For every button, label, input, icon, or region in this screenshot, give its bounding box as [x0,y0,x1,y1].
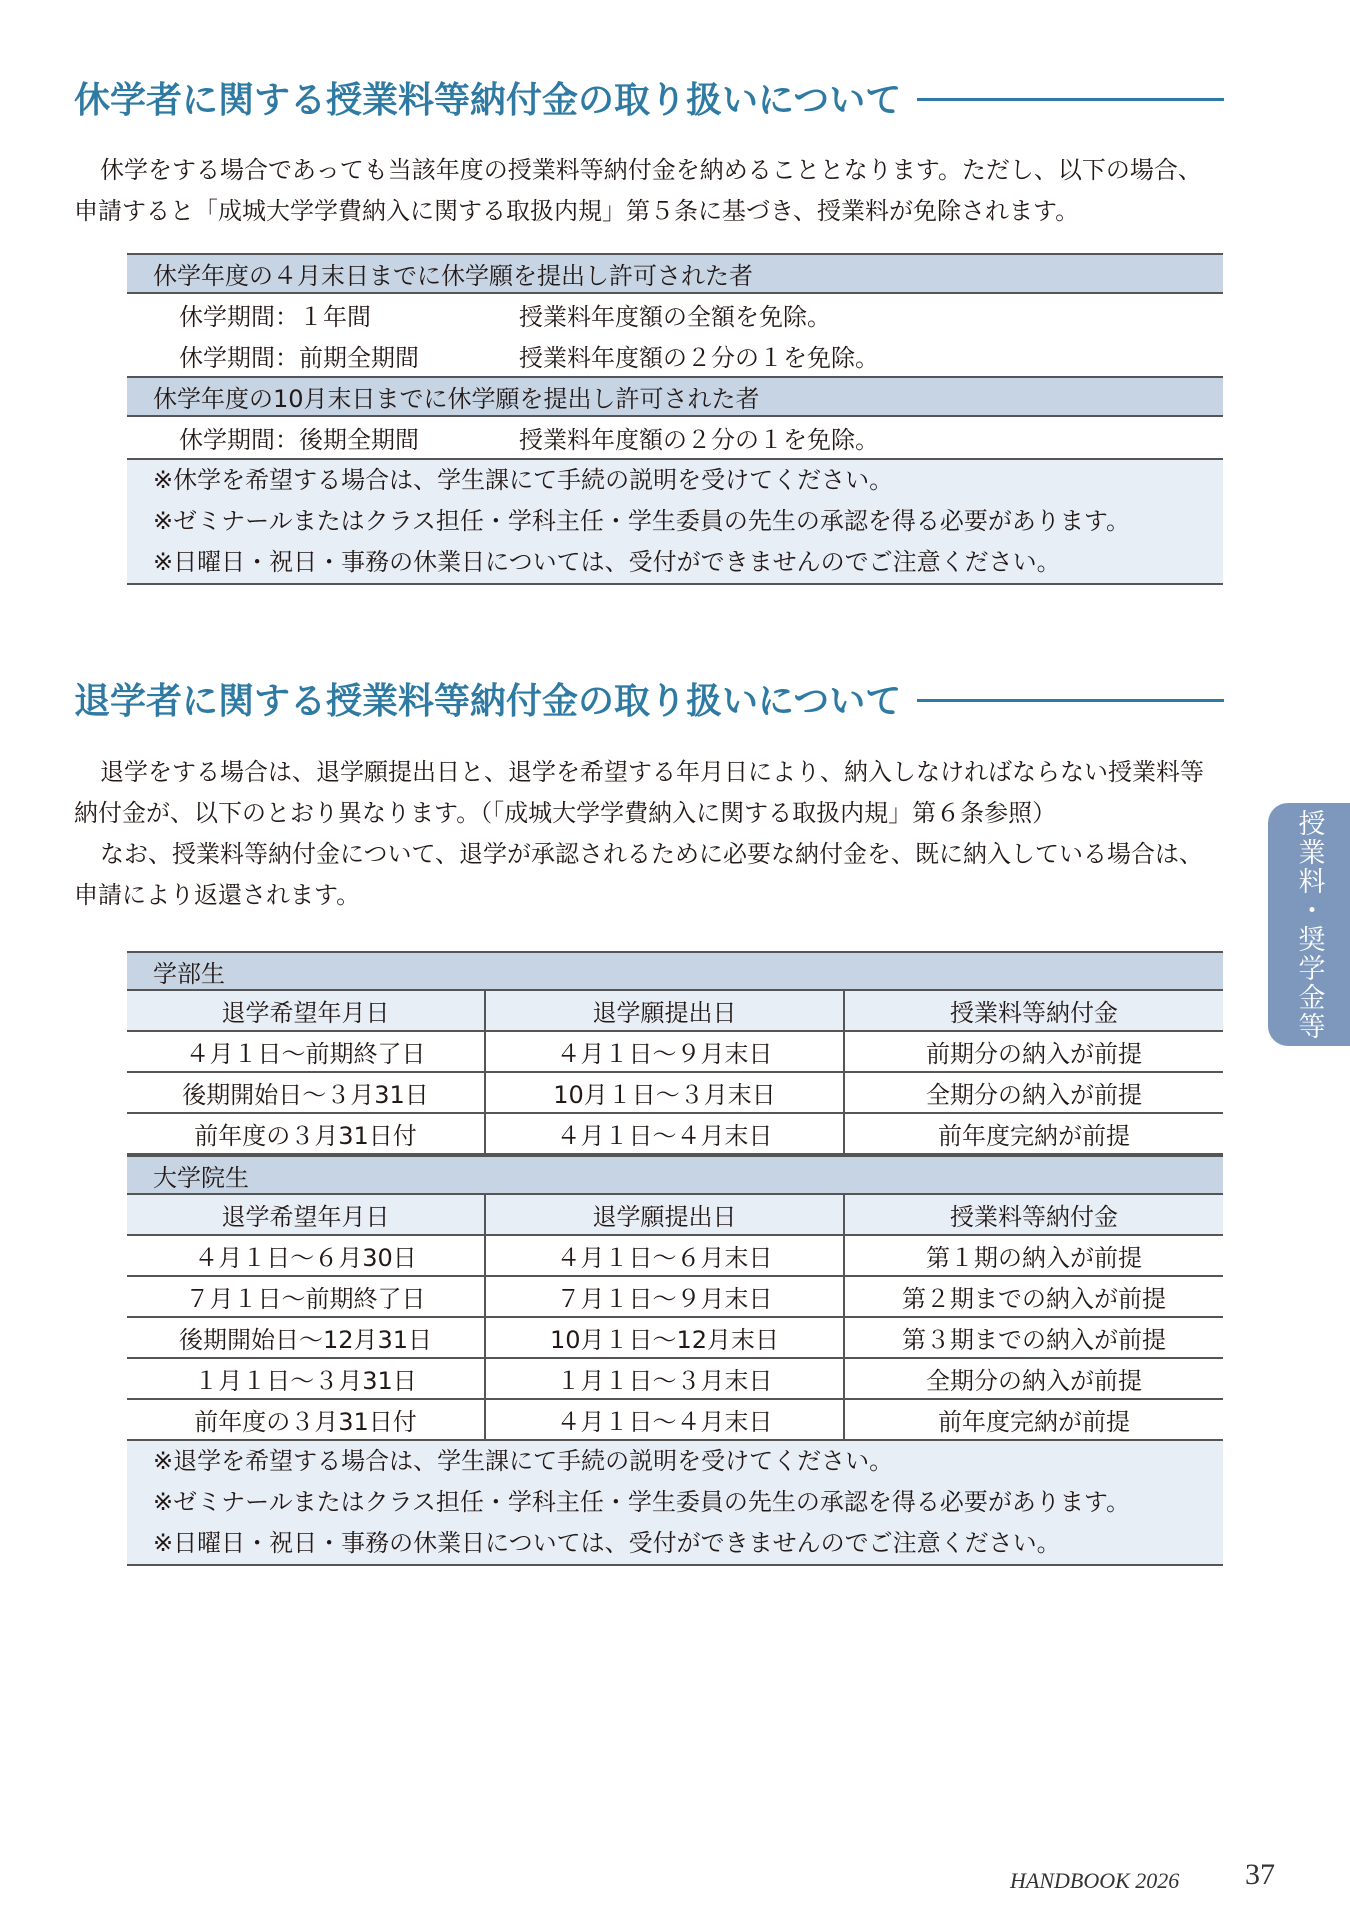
cell-submission-date: ７月１日〜９月末日 [486,1277,845,1316]
cell-submission-date: ４月１日〜９月末日 [486,1032,845,1071]
cell-payment: 全期分の納入が前提 [926,1081,1142,1109]
note-line: ※ゼミナールまたはクラス担任・学科主任・学生委員の先生の承認を得る必要があります。 [153,1488,1130,1516]
chapter-index-label: 授業料・奨学金等 [1293,808,1325,1041]
cell-desired-date: 後期開始日〜12月31日 [127,1318,486,1357]
withdrawal-notes [127,1441,1223,1566]
table-header-row [127,1195,1223,1236]
cell-payment: 第２期までの納入が前提 [902,1285,1166,1313]
page-number: 37 [1245,1858,1275,1891]
group-label: 休学年度の４月末日までに休学願を提出し許可された者 [153,262,753,290]
group-undergraduate [127,951,1223,991]
leave-table-row [127,417,1223,458]
leave-result: 授業料年度額の２分の１を免除。 [519,426,879,454]
cell-desired-date: 後期開始日〜３月31日 [127,1073,486,1112]
leave-period: 休学期間：後期全期間 [179,426,419,454]
cell-desired-date: 前年度の３月31日付 [127,1114,486,1153]
leave-table-row [127,294,1223,335]
table-row [127,1277,1223,1318]
header-desired-date: 退学希望年月日 [127,1195,486,1234]
cell-desired-date: ７月１日〜前期終了日 [127,1277,486,1316]
cell-desired-date: １月１日〜３月31日 [127,1359,486,1398]
leave-result: 授業料年度額の全額を免除。 [519,303,831,331]
cell-payment: 前期分の納入が前提 [926,1040,1142,1068]
table-row [127,1236,1223,1277]
group-label: 休学年度の10月末日までに休学願を提出し許可された者 [153,385,760,413]
handbook-label: HANDBOOK 2026 [1010,1868,1180,1893]
cell-desired-date: 前年度の３月31日付 [127,1400,486,1439]
leave-section-heading [74,72,1224,122]
table-row [127,1318,1223,1359]
leave-result: 授業料年度額の２分の１を免除。 [519,344,879,372]
cell-submission-date: ４月１日〜４月末日 [486,1400,845,1439]
heading-rule [917,98,1224,101]
withdrawal-intro-text-2: なお、授業料等納付金について、退学が承認されるために必要な納付金を、既に納入している場合は、申請により返還されます。 [74,840,1204,909]
table-row [127,1359,1223,1400]
note-line: ※ゼミナールまたはクラス担任・学科主任・学生委員の先生の承認を得る必要があります。 [153,507,1130,535]
withdrawal-intro-paragraph [74,752,1224,916]
leave-period: 休学期間：前期全期間 [179,344,419,372]
table-header-row [127,991,1223,1032]
header-payment: 授業料等納付金 [950,1203,1118,1231]
leave-intro-text: 休学をする場合であっても当該年度の授業料等納付金を納めることとなります。ただし、以下の場合、申請すると「成城大学学費納入に関する取扱内規」第５条に基づき、授業料が免除されます。 [74,156,1202,225]
group-label: 学部生 [153,959,225,988]
leave-exemption-table [127,253,1223,585]
cell-desired-date: ４月１日〜前期終了日 [127,1032,486,1071]
cell-submission-date: ４月１日〜４月末日 [486,1114,845,1153]
leave-notes [127,458,1223,585]
cell-payment: 第１期の納入が前提 [926,1244,1142,1272]
group-graduate [127,1155,1223,1195]
table-row [127,1032,1223,1073]
cell-payment: 全期分の納入が前提 [926,1367,1142,1395]
withdrawal-section-heading [74,673,1224,723]
withdrawal-section-title: 退学者に関する授業料等納付金の取り扱いについて [74,680,902,722]
cell-payment: 前年度完納が前提 [938,1122,1130,1150]
leave-period: 休学期間：１年間 [179,303,371,331]
cell-submission-date: １月１日〜３月末日 [486,1359,845,1398]
note-line: ※休学を希望する場合は、学生課にて手続の説明を受けてください。 [153,466,894,494]
note-line: ※日曜日・祝日・事務の休業日については、受付ができませんのでご注意ください。 [153,1529,1061,1557]
table-row [127,1114,1223,1155]
heading-rule [917,699,1224,702]
leave-section-title: 休学者に関する授業料等納付金の取り扱いについて [74,79,902,121]
group-label: 大学院生 [153,1163,249,1192]
header-submission-date: 退学願提出日 [486,991,845,1030]
cell-payment: 第３期までの納入が前提 [902,1326,1166,1354]
leave-table-group-april [127,253,1223,294]
cell-submission-date: 10月１日〜３月末日 [486,1073,845,1112]
header-submission-date: 退学願提出日 [486,1195,845,1234]
leave-intro-paragraph [74,150,1224,232]
header-payment: 授業料等納付金 [950,999,1118,1027]
cell-submission-date: 10月１日〜12月末日 [486,1318,845,1357]
cell-desired-date: ４月１日〜６月30日 [127,1236,486,1275]
header-desired-date: 退学希望年月日 [127,991,486,1030]
withdrawal-intro-text-1: 退学をする場合は、退学願提出日と、退学を希望する年月日により、納入しなければならない授業料等納付金が、以下のとおり異なります。（「成城大学学費納入に関する取扱内規」第６条参照） [74,758,1204,827]
chapter-index-tab [1268,803,1350,1046]
leave-table-group-october [127,376,1223,417]
leave-table-row [127,335,1223,376]
cell-submission-date: ４月１日〜６月末日 [486,1236,845,1275]
note-line: ※退学を希望する場合は、学生課にて手続の説明を受けてください。 [153,1447,894,1475]
table-row [127,1073,1223,1114]
withdrawal-table [127,951,1223,1566]
cell-payment: 前年度完納が前提 [938,1408,1130,1436]
table-row [127,1400,1223,1441]
note-line: ※日曜日・祝日・事務の休業日については、受付ができませんのでご注意ください。 [153,548,1061,576]
